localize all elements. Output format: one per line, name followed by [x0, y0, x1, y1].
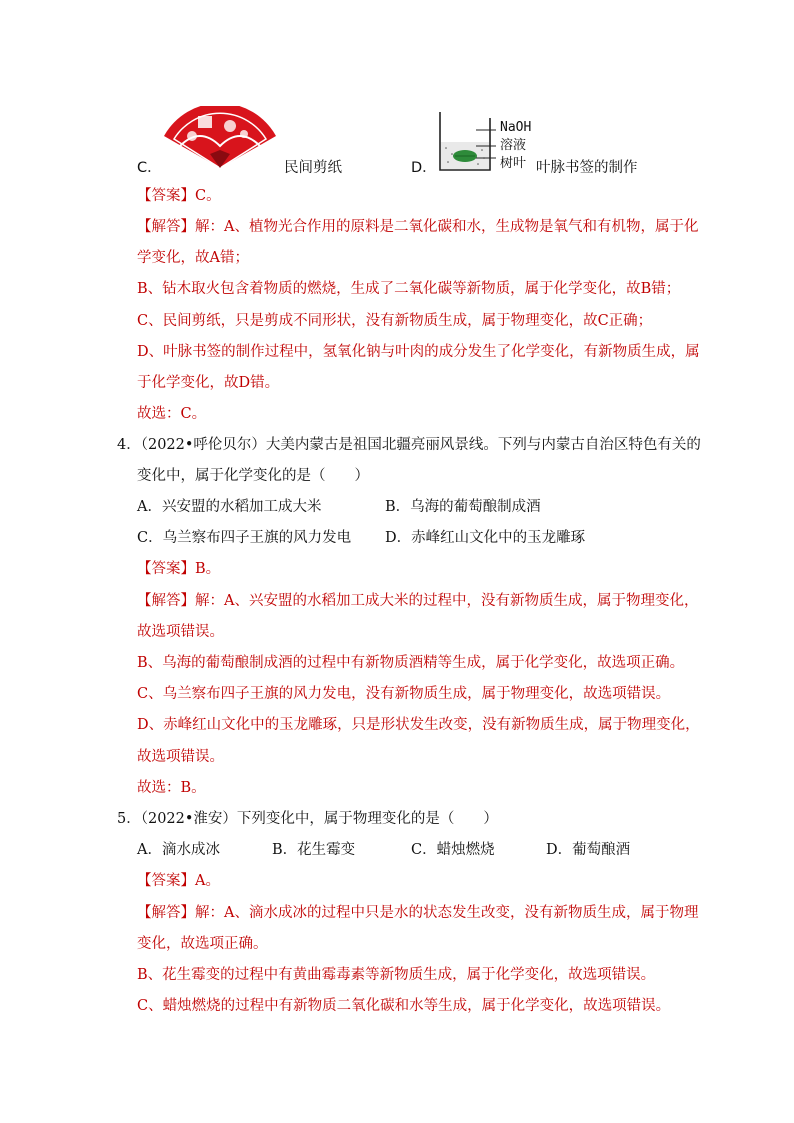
q4-option-a: A．兴安盟的水稻加工成大米	[137, 499, 322, 515]
q4-analysis-c: C、乌兰察布四子王旗的风力发电，没有新物质生成，属于物理变化，故选项错误。	[137, 686, 671, 702]
q3-analysis-line1: 【解答】解：A、植物光合作用的原料是二氧化碳和水，生成物是氧气和有机物，属于化	[137, 219, 699, 235]
q4-analysis-d1: D、赤峰红山文化中的玉龙雕琢，只是形状发生改变，没有新物质生成，属于物理变化，	[137, 717, 700, 733]
q4-analysis-a2: 故选项错误。	[137, 624, 224, 640]
q5-answer: 【答案】A。	[137, 873, 220, 889]
q4-analysis-d2: 故选项错误。	[137, 749, 224, 765]
q4-option-b: B．乌海的葡萄酿制成酒	[385, 499, 541, 515]
q3-choice: 故选：C。	[137, 406, 207, 422]
q3-analysis-d1: D、叶脉书签的制作过程中，氢氧化钠与叶肉的成分发生了化学变化，有新物质生成，属	[137, 344, 700, 360]
option-c-letter: C．	[137, 160, 162, 176]
q3-analysis-b: B、钻木取火包含着物质的燃烧，生成了二氧化碳等新物质，属于化学变化，故B错；	[137, 281, 681, 297]
q4-analysis-a1: 【解答】解：A、兴安盟的水稻加工成大米的过程中，没有新物质生成，属于物理变化，	[137, 593, 699, 609]
leaf-label: 树叶	[500, 156, 527, 171]
q5-option-a: A．滴水成冰	[137, 842, 220, 858]
q4-option-c: C．乌兰察布四子王旗的风力发电	[137, 530, 352, 546]
paper-cut-fan-image	[160, 106, 280, 170]
q5-stem: 5．（2022•淮安）下列变化中，属于物理变化的是（ ）	[117, 811, 498, 827]
q4-answer: 【答案】B。	[137, 561, 221, 577]
q4-choice: 故选：B。	[137, 780, 206, 796]
q5-option-d: D．葡萄酿酒	[546, 842, 631, 858]
q5-analysis-a1: 【解答】解：A、滴水成冰的过程中只是水的状态发生改变，没有新物质生成，属于物理	[137, 905, 699, 921]
q3-analysis-line2: 学变化，故A错；	[137, 250, 249, 266]
option-d-letter: D．	[411, 160, 437, 176]
q5-analysis-a2: 变化，故选项正确。	[137, 936, 268, 952]
beaker-icon	[438, 110, 498, 174]
q5-option-b: B．花生霉变	[272, 842, 356, 858]
option-c-caption: 民间剪纸	[284, 160, 342, 176]
q3-answer: 【答案】C。	[137, 188, 221, 204]
q5-analysis-c: C、蜡烛燃烧的过程中有新物质二氧化碳和水等生成，属于化学变化，故选项错误。	[137, 998, 671, 1014]
q5-analysis-b: B、花生霉变的过程中有黄曲霉毒素等新物质生成，属于化学变化，故选项错误。	[137, 967, 656, 983]
q4-option-d: D．赤峰红山文化中的玉龙雕琢	[385, 530, 586, 546]
q3-analysis-c: C、民间剪纸，只是剪成不同形状，没有新物质生成，属于物理变化，故C正确；	[137, 313, 653, 329]
q4-stem-line2: 变化中，属于化学变化的是（ ）	[137, 468, 369, 484]
q3-analysis-d2: 于化学变化，故D错。	[137, 375, 280, 391]
naoh-label: NaOH	[500, 120, 532, 135]
q5-option-c: C．蜡烛燃烧	[411, 842, 495, 858]
q4-analysis-b: B、乌海的葡萄酿制成酒的过程中有新物质酒精等生成，属于化学变化，故选项正确。	[137, 655, 685, 671]
solution-label: 溶液	[500, 138, 527, 153]
option-d-caption: 叶脉书签的制作	[536, 160, 638, 176]
q4-stem-line1: 4．（2022•呼伦贝尔）大美内蒙古是祖国北疆亮丽风景线。下列与内蒙古自治区特色有关的	[117, 437, 701, 453]
